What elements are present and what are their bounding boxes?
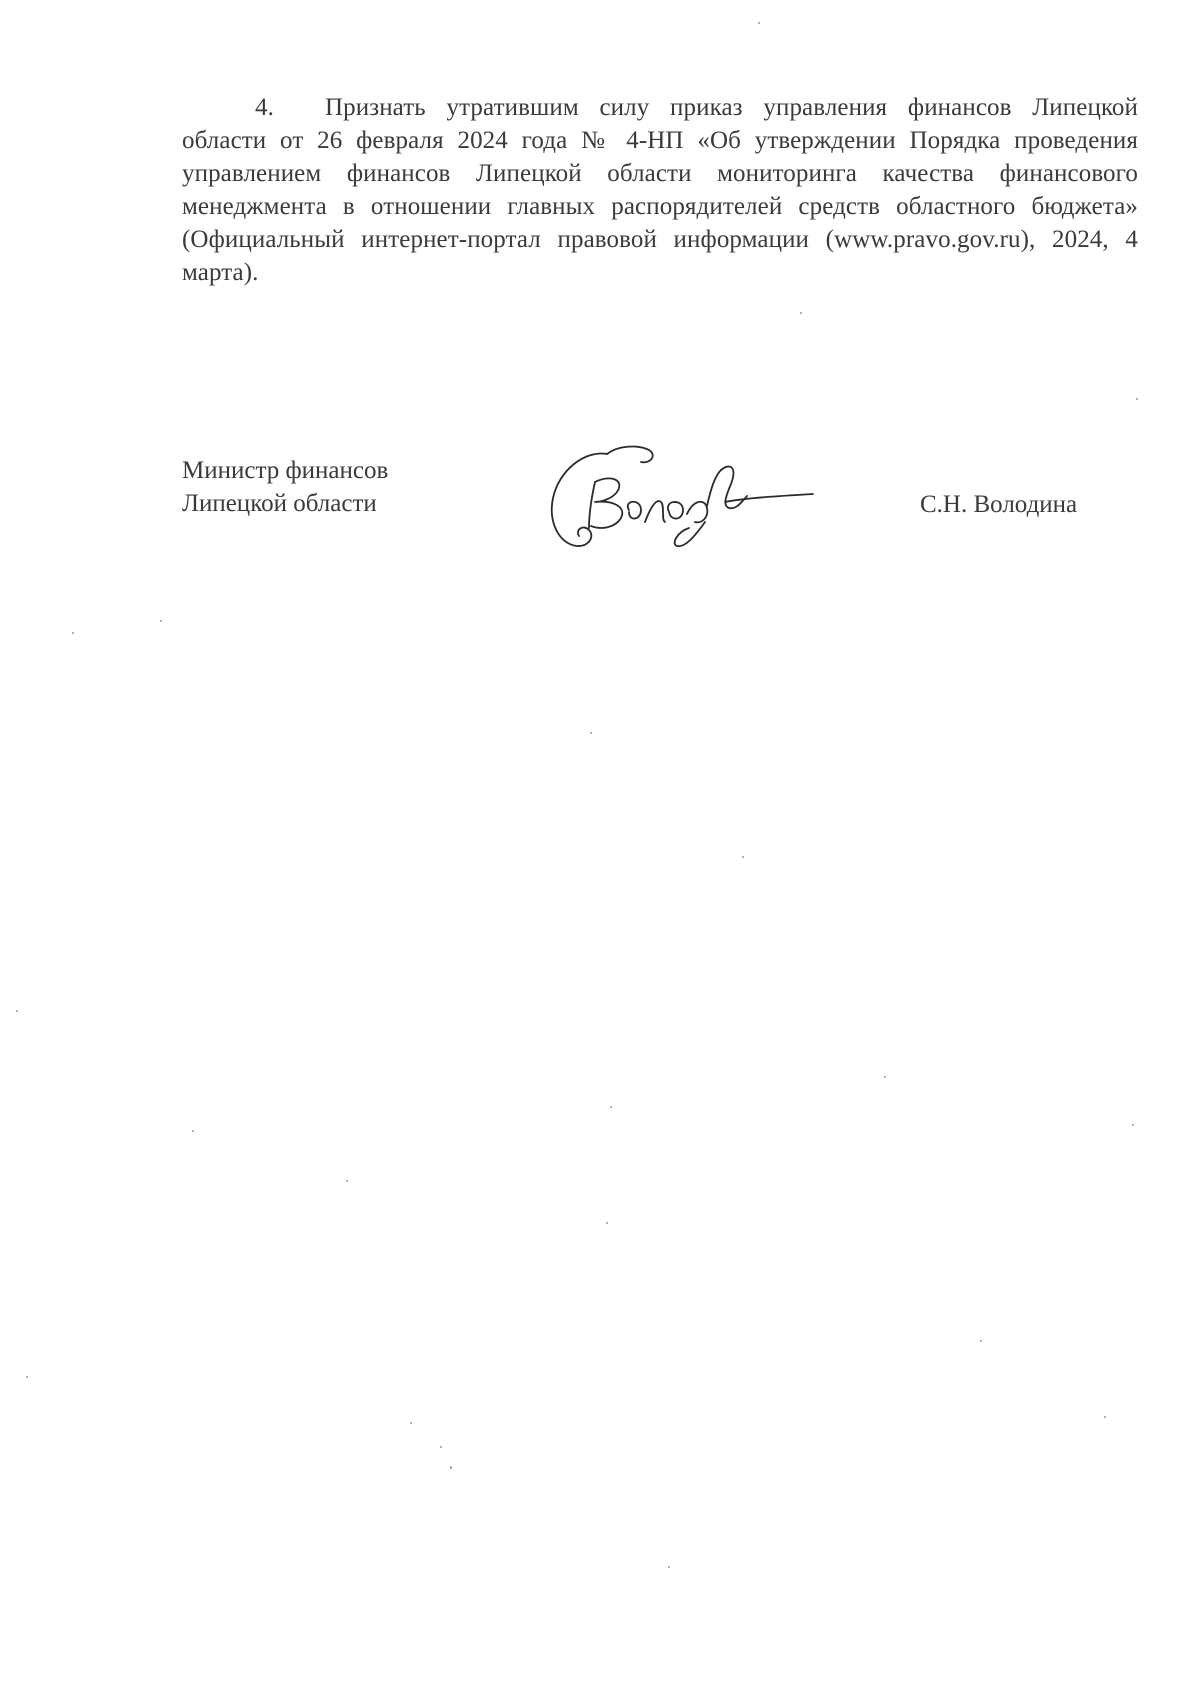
scan-speck [72, 632, 74, 634]
scan-speck [1136, 398, 1138, 400]
item-number: 4. [255, 94, 274, 121]
scan-speck [1104, 1416, 1106, 1418]
scan-speck [980, 1340, 982, 1342]
scan-speck [590, 732, 592, 734]
signer-title-line-2: Липецкой области [182, 490, 377, 517]
scan-speck [410, 1422, 412, 1424]
scan-speck [192, 1130, 194, 1132]
signer-title-line-1: Министр финансов [182, 457, 389, 484]
scan-speck [26, 1376, 28, 1378]
item-text: Признать утратившим силу приказ управления финансов Липецкой области от 26 февраля 2024 года № 4-НП «Об утверждении Порядка проведения управлением финансов Липецкой области мониторинга качества финансового менеджмента в отношении главных распорядителей средств областного бюджета» (Официальный интернет-портал правовой информации (www.pravo.gov.ru), 2024, 4 марта). [182, 94, 1138, 286]
scan-speck [884, 1076, 886, 1078]
scan-speck [758, 22, 760, 24]
scan-speck [668, 1566, 670, 1568]
scan-speck [450, 1466, 452, 1469]
scan-speck [1132, 1124, 1134, 1126]
scan-speck [346, 1180, 348, 1182]
scan-speck [160, 620, 162, 622]
item-4-paragraph [182, 91, 1138, 289]
signer-title [182, 454, 388, 520]
scan-speck [800, 312, 802, 314]
scan-speck [742, 856, 744, 858]
scan-speck [610, 1106, 612, 1108]
scan-speck [16, 1010, 18, 1012]
handwritten-signature [545, 440, 820, 550]
scan-speck [606, 1222, 608, 1224]
signer-name: С.Н. Володина [920, 491, 1078, 518]
scan-speck [440, 1446, 442, 1448]
